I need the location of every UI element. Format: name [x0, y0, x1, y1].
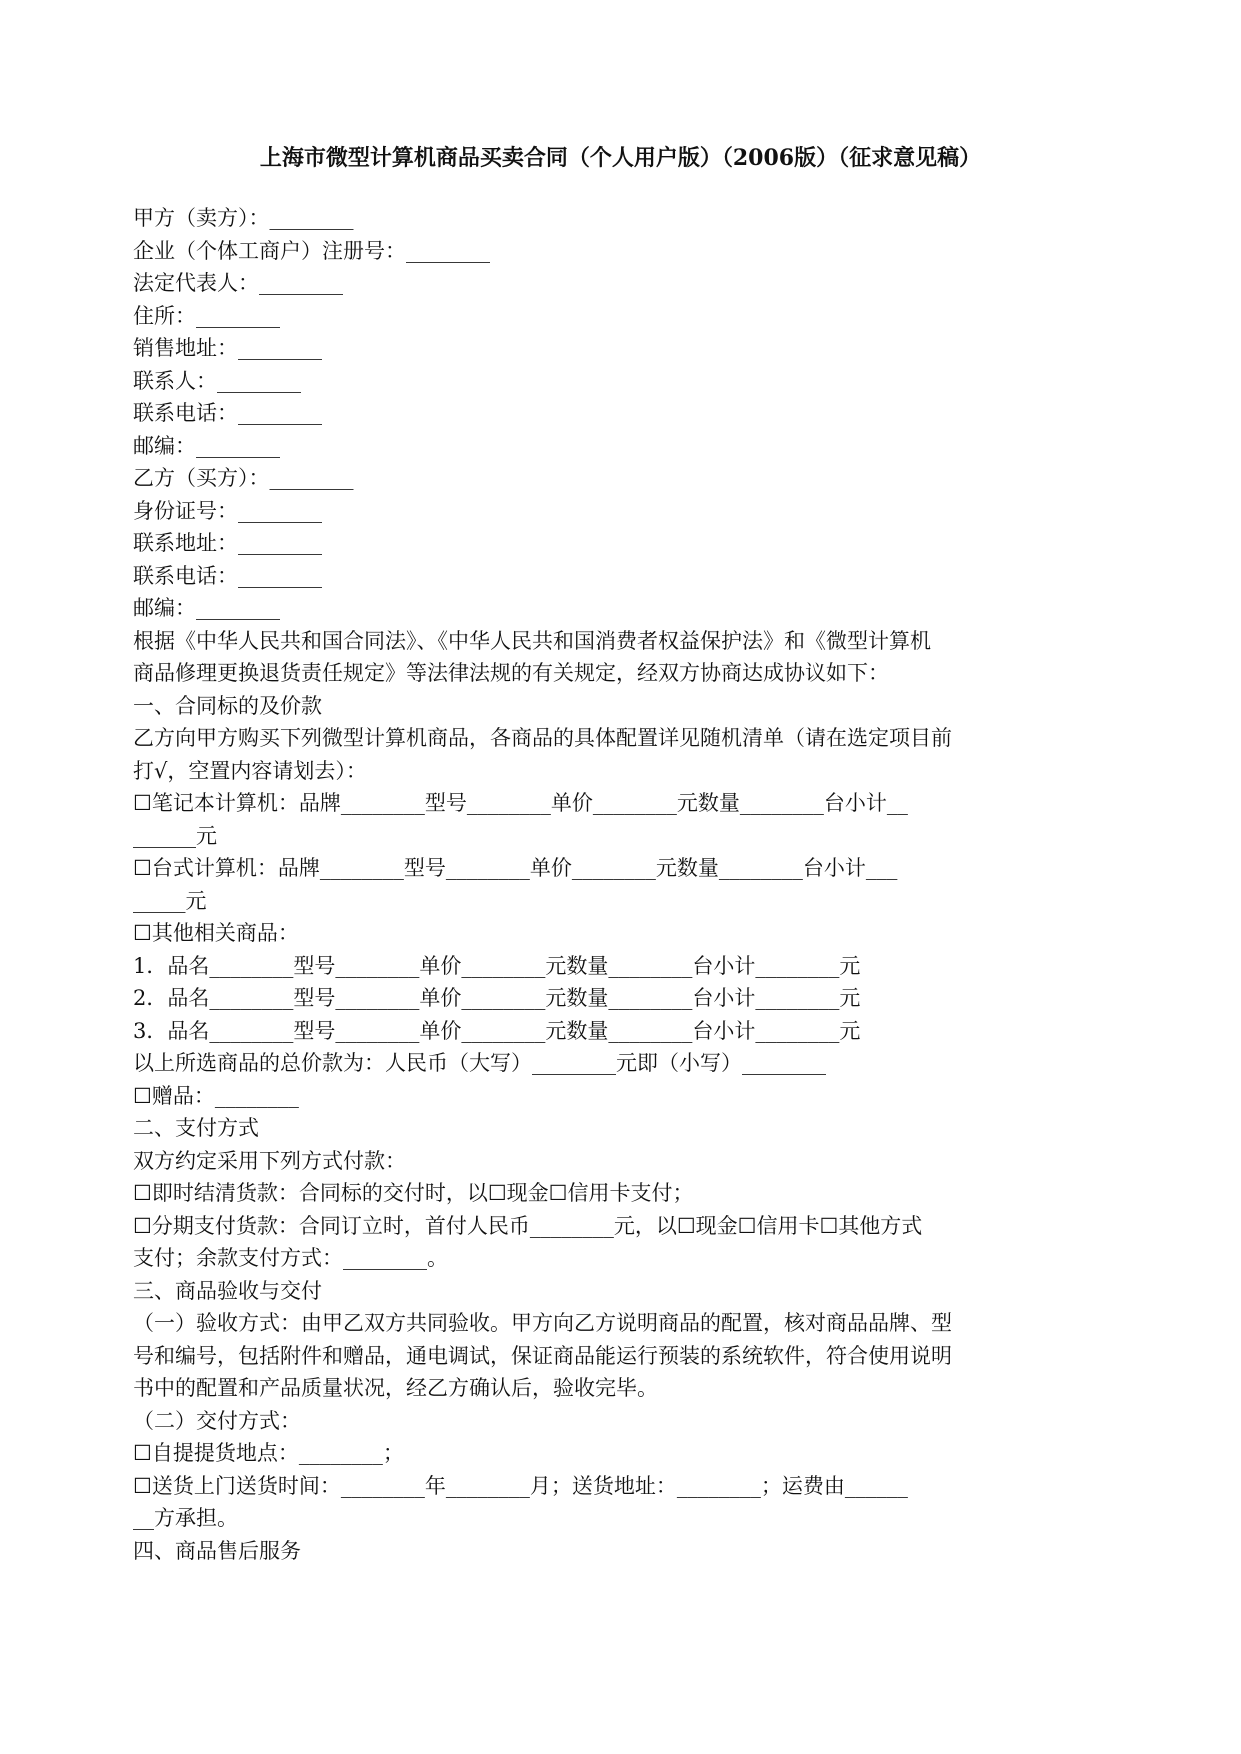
document-line: ☐赠品：________	[133, 1083, 299, 1108]
document-line: （一）验收方式：由甲乙双方共同验收。甲方向乙方说明商品的配置，核对商品品牌、型	[133, 1311, 952, 1335]
document-title: 上海市微型计算机商品买卖合同（个人用户版）（2006版）（征求意见稿）	[259, 145, 982, 171]
document-line: ☐即时结清货款：合同标的交付时，以☐现金☐信用卡支付；	[133, 1181, 694, 1205]
document-line: ______元	[133, 823, 217, 848]
document-line: 法定代表人：________	[133, 271, 343, 295]
document-line: 邮编：________	[133, 596, 280, 620]
document-line: 一、合同标的及价款	[133, 693, 322, 718]
document-line: 根据《中华人民共和国合同法》、《中华人民共和国消费者权益保护法》和《微型计算机	[133, 628, 931, 653]
document-line: 销售地址：________	[133, 336, 322, 360]
document-line: 1．品名________型号________单价________元数量________台小计________元	[133, 953, 861, 978]
document-line: 联系电话：________	[133, 563, 322, 588]
document-line: ☐台式计算机：品牌________型号________单价________元数量________台小计___	[133, 856, 898, 880]
document-line: 联系地址：________	[133, 531, 322, 555]
document-line: 企业（个体工商户）注册号：________	[133, 238, 490, 263]
document-line: 3．品名________型号________单价________元数量________台小计________元	[133, 1018, 861, 1043]
document-line: 双方约定采用下列方式付款：	[133, 1148, 406, 1173]
document-line: ☐笔记本计算机：品牌________型号________单价________元数量________台小计__	[133, 791, 908, 815]
document-line: （二）交付方式：	[133, 1408, 301, 1433]
document-line: 2．品名________型号________单价________元数量________台小计________元	[133, 986, 861, 1010]
document-line: 书中的配置和产品质量状况，经乙方确认后，验收完毕。	[133, 1376, 658, 1400]
document-line: _____元	[133, 888, 207, 913]
document-line: 身份证号：________	[133, 498, 322, 523]
document-line: __方承担。	[133, 1506, 238, 1530]
document-line: 支付；余款支付方式：________。	[133, 1246, 448, 1270]
document-line: 联系人：________	[133, 368, 301, 393]
document-line: 以上所选商品的总价款为：人民币（大写）________元即（小写）________	[133, 1051, 826, 1075]
document-line: ☐自提提货地点：________；	[133, 1441, 404, 1465]
document-line: 二、支付方式	[133, 1116, 259, 1140]
document-line: 乙方向甲方购买下列微型计算机商品，各商品的具体配置详见随机清单（请在选定项目前	[133, 726, 952, 750]
document-line: 三、商品验收与交付	[133, 1278, 322, 1303]
document-line: ☐分期支付货款：合同订立时，首付人民币________元，以☐现金☐信用卡☐其他方式	[133, 1213, 923, 1238]
document-line: 邮编：________	[133, 433, 280, 458]
document-line: 打√，空置内容请划去）：	[133, 758, 367, 783]
document-body	[133, 202, 1113, 1567]
document-line: 甲方（卖方）：________	[133, 206, 354, 230]
document-line: 联系电话：________	[133, 401, 322, 425]
document-line: 号和编号，包括附件和赠品，通电调试，保证商品能运行预装的系统软件，符合使用说明	[133, 1343, 952, 1368]
document-line: 四、商品售后服务	[133, 1538, 301, 1563]
document-line: 住所：________	[133, 303, 280, 328]
document-line: 商品修理更换退货责任规定》等法律法规的有关规定，经双方协商达成协议如下：	[133, 661, 889, 685]
document-line: 乙方（买方）：________	[133, 466, 354, 490]
document-line: ☐其他相关商品：	[133, 921, 299, 945]
document-line: ☐送货上门送货时间：________年________月；送货地址：________；运费由______	[133, 1473, 908, 1498]
